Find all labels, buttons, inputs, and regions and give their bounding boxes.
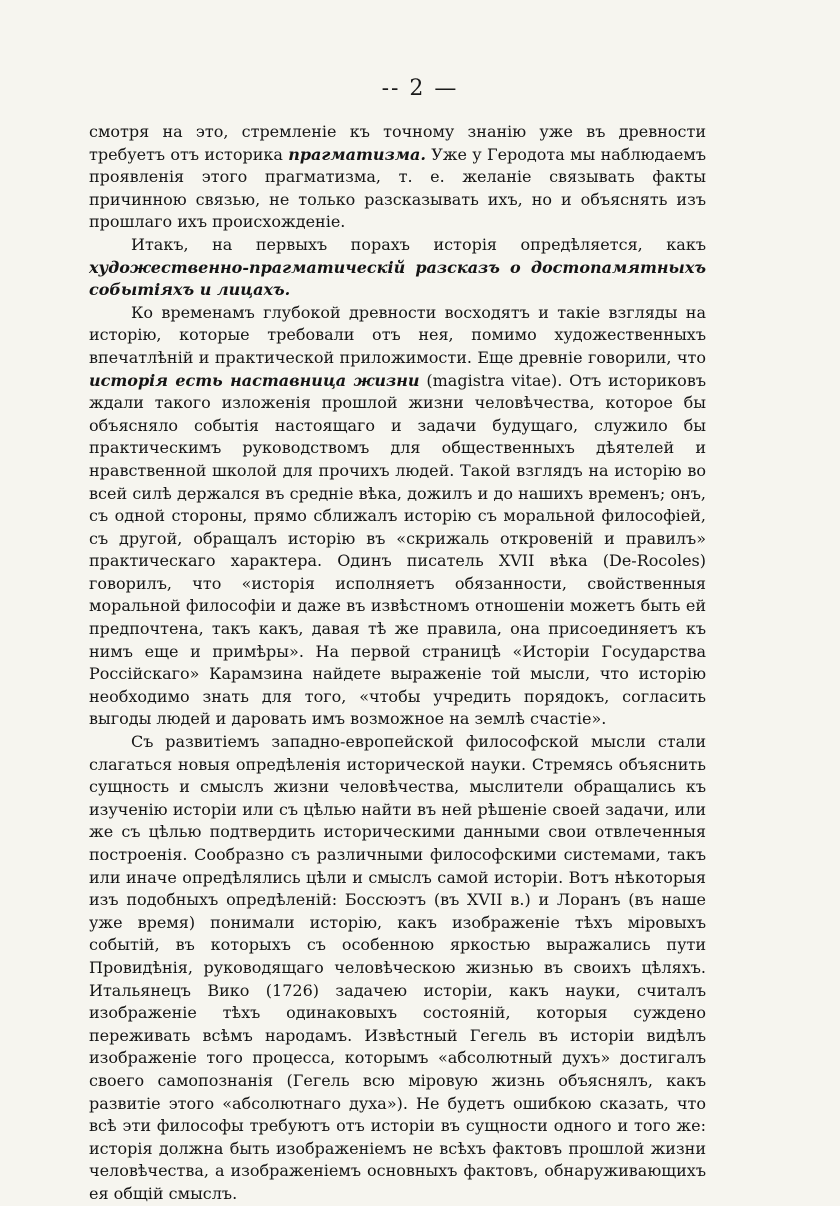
text-segment: Ко временамъ глубокой древности восходятъ и такіе взгляды на исторію, которые требовали отъ нея, помимо художественныхъ впечатлѣній и практической приложимости. Еще древніе говорили, что: [89, 302, 706, 367]
text-segment: смотря на это, стремленіе къ точному знанію уже въ древности требуетъ отъ историка: [89, 122, 706, 164]
emphasis-magistra-vitae: исторія есть наставница жизни: [89, 370, 420, 390]
paragraph-4: [89, 731, 706, 1205]
emphasis-definition: художественно-прагматическій разсказъ о достопамятныхъ событіяхъ и лицахъ.: [89, 257, 706, 300]
paragraph-2: [89, 234, 706, 302]
emphasis-pragmatism: прагматизма.: [288, 144, 426, 164]
text-segment: Итакъ, на первыхъ порахъ исторія опредѣляется, какъ: [131, 234, 706, 254]
paragraph-3: [89, 302, 706, 731]
body-text: [89, 121, 706, 1206]
page-number: -- 2 —: [381, 76, 459, 101]
text-segment: Съ развитіемъ западно-европейской философской мысли стали слагаться новыя опредѣленія исторической науки. Стремясь объяснить сущность и смыслъ жизни человѣчества, мыслители обращались къ изученію исторіи или съ цѣлью найти въ ней рѣшеніе своей задачи, или же съ цѣлью подтвердить историческими данными свои отвлеченныя построенія. Сообразно съ различными философскими системами, такъ или иначе опредѣлялись цѣли и смыслъ самой исторіи. Вотъ нѣкоторыя изъ подобныхъ опредѣленій: Боссюэтъ (въ XVII в.) и Лоранъ (въ наше уже время) понимали исторію, какъ изображеніе тѣхъ міровыхъ событій, въ которыхъ съ особенною яркостью выражались пути Провидѣнія, руководящаго человѣческою жизнью въ своихъ цѣляхъ. Итальянецъ Вико (1726) задачею исторіи, какъ науки, считалъ изображеніе тѣхъ одинаковыхъ состояній, которыя суждено переживать всѣмъ народамъ. Извѣстный Гегель въ исторіи видѣлъ изображеніе того процесса, которымъ «абсолютный духъ» достигалъ своего самопознанія (Гегель всю міровую жизнь объяснялъ, какъ развитіе этого «абсолютнаго духа»). Не будетъ ошибкою сказать, что всѣ эти философы требуютъ отъ исторіи въ сущности одного и того же: исторія должна быть изображеніемъ не всѣхъ фактовъ прошлой жизни человѣчества, а изображеніемъ основныхъ фактовъ, обнаруживающихъ ея общій смыслъ.: [89, 732, 706, 1203]
paragraph-1: [89, 121, 706, 234]
text-segment: (magistra vitae). Отъ историковъ ждали такого изложенія прошлой жизни человѣчества, которое бы объясняло событія настоящаго и задачи будущаго, служило бы практическимъ руководствомъ для общественныхъ дѣятелей и нравственной школой для прочихъ людей. Такой взглядъ на исторію во всей силѣ держался въ средніе вѣка, дожилъ и до нашихъ временъ; онъ, съ одной стороны, прямо сближалъ исторію съ моральной философіей, съ другой, обращалъ исторію въ «скрижаль откровеній и правилъ» практическаго характера. Одинъ писатель XVII вѣка (De-Rocoles) говорилъ, что «исторія исполняетъ обязанности, свойственныя моральной философіи и даже въ извѣстномъ отношеніи можетъ быть ей предпочтена, такъ какъ, давая тѣ же правила, она присоединяетъ къ нимъ еще и примѣры». На первой страницѣ «Исторіи Государства Россійскаго» Карамзина найдете выраженіе той мысли, что исторію необходимо знать для того, «чтобы учредить порядокъ, согласить выгоды людей и даровать имъ возможное на землѣ счастіе».: [89, 370, 707, 729]
text-segment: Уже у Геродота мы наблюдаемъ проявленія этого прагматизма, т. е. желаніе связывать факты причинною связью, не только разсказывать ихъ, но и объяснять изъ прошлаго ихъ происхожденіе.: [89, 144, 706, 232]
